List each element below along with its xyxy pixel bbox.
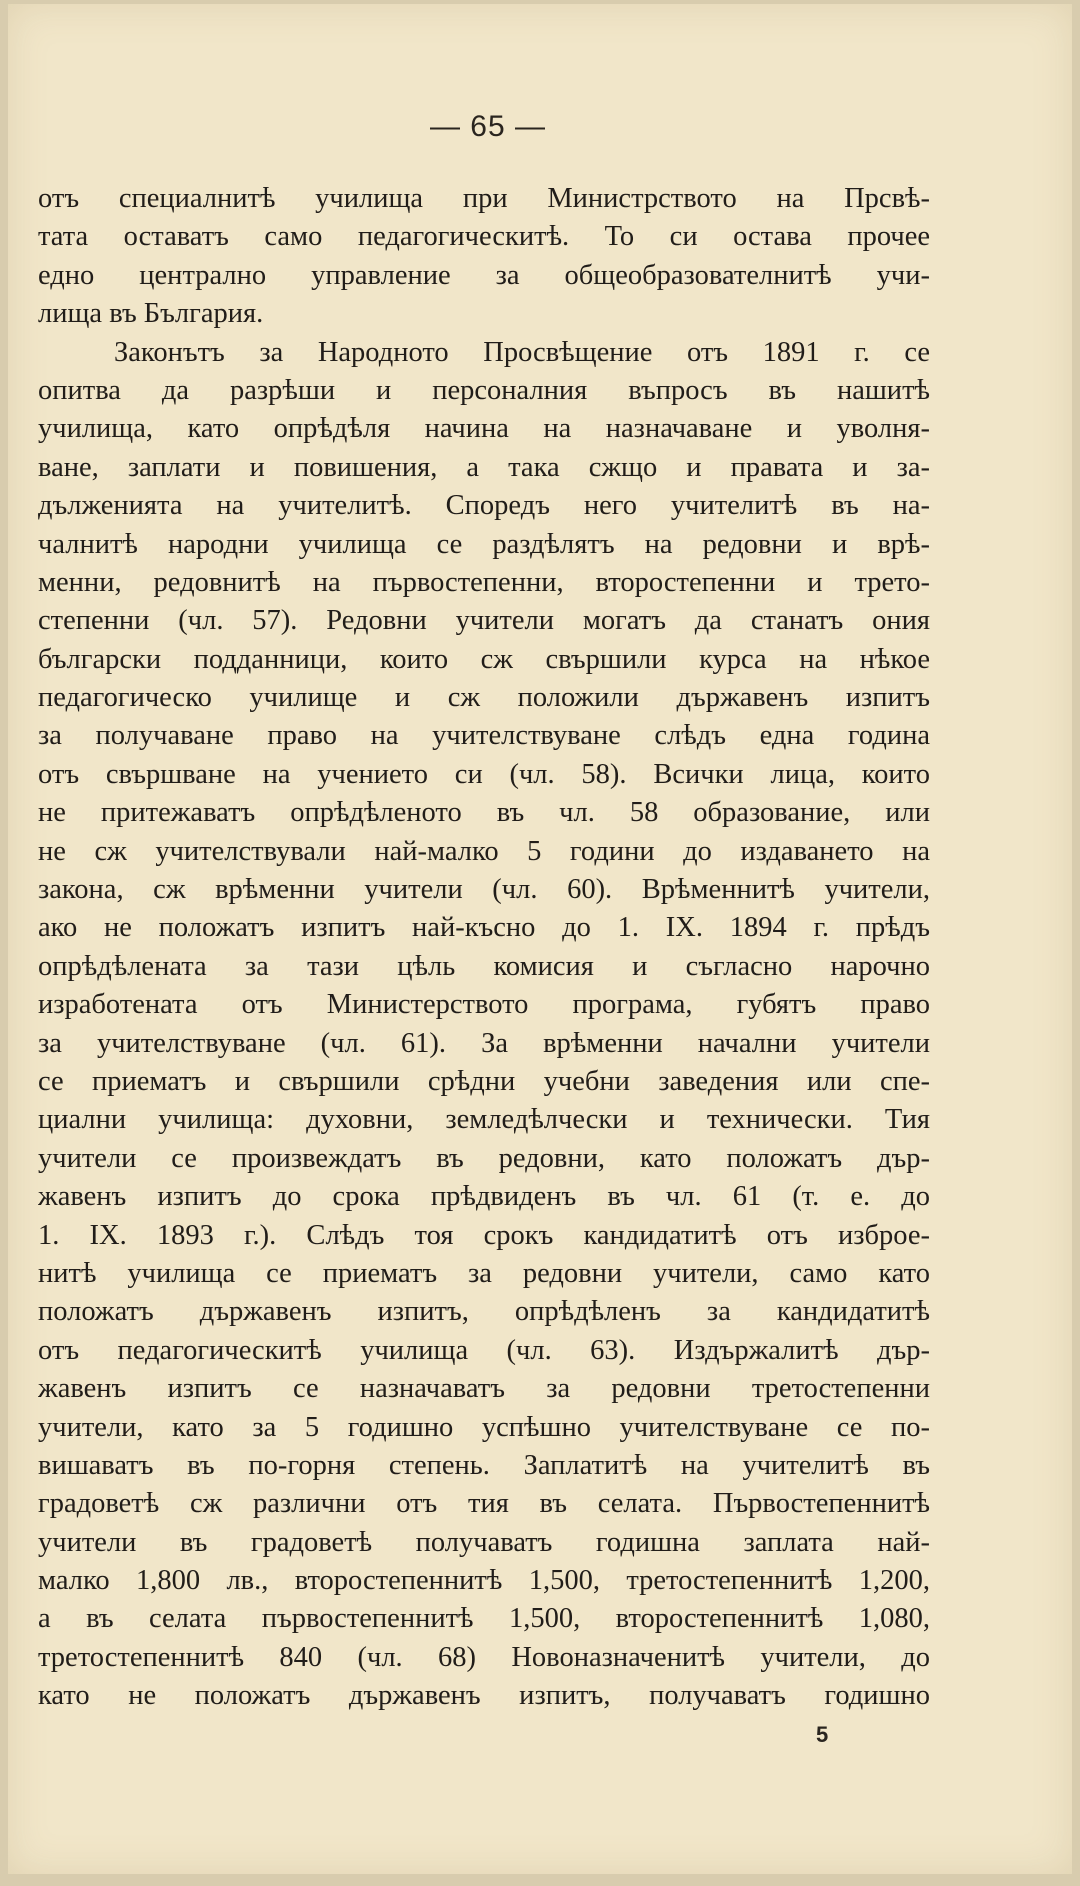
text-line: учители, като за 5 годишно успѣшно учителствуване се по- xyxy=(38,1411,930,1443)
text-line: закона, сж врѣменни учители (чл. 60). Врѣменнитѣ учители, xyxy=(38,874,930,906)
text-line: опрѣдѣлената за тази цѣль комисия и съгласно нарочно xyxy=(38,950,930,982)
text-line: Законътъ за Народното Просвѣщение отъ 1891 г. се xyxy=(114,336,930,368)
text-line: вишаватъ въ по-горня степень. Заплатитѣ на учителитѣ въ xyxy=(38,1449,930,1481)
text-line: степенни (чл. 57). Редовни учители могатъ да станатъ ония xyxy=(38,605,930,637)
text-line: 1. IX. 1893 г.). Слѣдъ тоя срокъ кандидатитѣ отъ изброе- xyxy=(38,1219,930,1251)
text-line: отъ педагогическитѣ училища (чл. 63). Издържалитѣ дър- xyxy=(38,1334,930,1366)
text-line: за получаване право на учителствуване слѣдъ една година xyxy=(38,720,930,752)
text-line: малко 1,800 лв., второстепеннитѣ 1,500, третостепеннитѣ 1,200, xyxy=(38,1565,930,1597)
text-line: тата оставатъ само педагогическитѣ. То си остава прочее xyxy=(38,221,930,253)
text-line: не сж учителствували най-малко 5 години до издаването на xyxy=(38,835,930,867)
text-line: изработената отъ Министерството програма, губятъ право xyxy=(38,989,930,1021)
text-line: лища въ България. xyxy=(38,298,264,330)
page-number: — 65 — xyxy=(429,110,547,143)
text-line: третостепеннитѣ 840 (чл. 68) Новоназначенитѣ учители, до xyxy=(38,1641,930,1673)
text-line: български подданници, които сж свършили курса на нѣкое xyxy=(38,643,930,675)
text-line: не притежаватъ опрѣдѣленото въ чл. 58 образование, или xyxy=(38,797,930,829)
body-text xyxy=(38,180,930,1716)
text-line: опитва да разрѣши и персоналния въпросъ въ нашитѣ xyxy=(38,374,930,406)
text-line: отъ свършване на учението си (чл. 58). Всички лица, които xyxy=(38,758,930,790)
text-line: училища, като опрѣдѣля начина на назначаване и уволня- xyxy=(38,413,930,445)
text-line: ване, заплати и повишения, а така сжщо и правата и за- xyxy=(38,451,930,483)
text-line: педагогическо училище и сж положили държавенъ изпитъ xyxy=(38,682,930,714)
text-line: а въ селата първостепеннитѣ 1,500, второстепеннитѣ 1,080, xyxy=(38,1603,930,1635)
text-line: положатъ държавенъ изпитъ, опрѣдѣленъ за кандидатитѣ xyxy=(38,1296,930,1328)
text-line: като не положатъ държавенъ изпитъ, получаватъ годишно xyxy=(38,1680,930,1712)
text-line: учители се произвеждатъ въ редовни, като положатъ дър- xyxy=(38,1142,930,1174)
text-line: чалнитѣ народни училища се раздѣлятъ на редовни и врѣ- xyxy=(38,528,930,560)
printer-signature-mark: 5 xyxy=(816,1722,829,1747)
text-line: ако не положатъ изпитъ най-късно до 1. IX. 1894 г. прѣдъ xyxy=(38,912,930,944)
text-line: едно централно управление за общеобразователнитѣ учи- xyxy=(38,259,930,291)
text-line: за учителствуване (чл. 61). За врѣменни начални учители xyxy=(38,1027,930,1059)
text-line: жавенъ изпитъ до срока прѣдвиденъ въ чл. 61 (т. е. до xyxy=(38,1181,930,1213)
book-page xyxy=(8,4,1072,1874)
text-line: нитѣ училища се приематъ за редовни учители, само като xyxy=(38,1257,930,1289)
text-line: жавенъ изпитъ се назначаватъ за редовни третостепенни xyxy=(38,1373,930,1405)
text-line: менни, редовнитѣ на първостепенни, второстепенни и трето- xyxy=(38,566,930,598)
text-line: се приематъ и свършили срѣдни учебни заведения или спе- xyxy=(38,1065,930,1097)
text-line: учители въ градоветѣ получаватъ годишна заплата най- xyxy=(38,1526,930,1558)
text-line: циални училища: духовни, земледѣлчески и технически. Тия xyxy=(38,1104,930,1136)
text-line: отъ специалнитѣ училища при Министрството на Прсвѣ- xyxy=(38,183,930,214)
text-line: дълженията на учителитѣ. Споредъ него учителитѣ въ на- xyxy=(38,490,930,522)
text-line: градоветѣ сж различни отъ тия въ селата. Първостепеннитѣ xyxy=(38,1488,930,1520)
